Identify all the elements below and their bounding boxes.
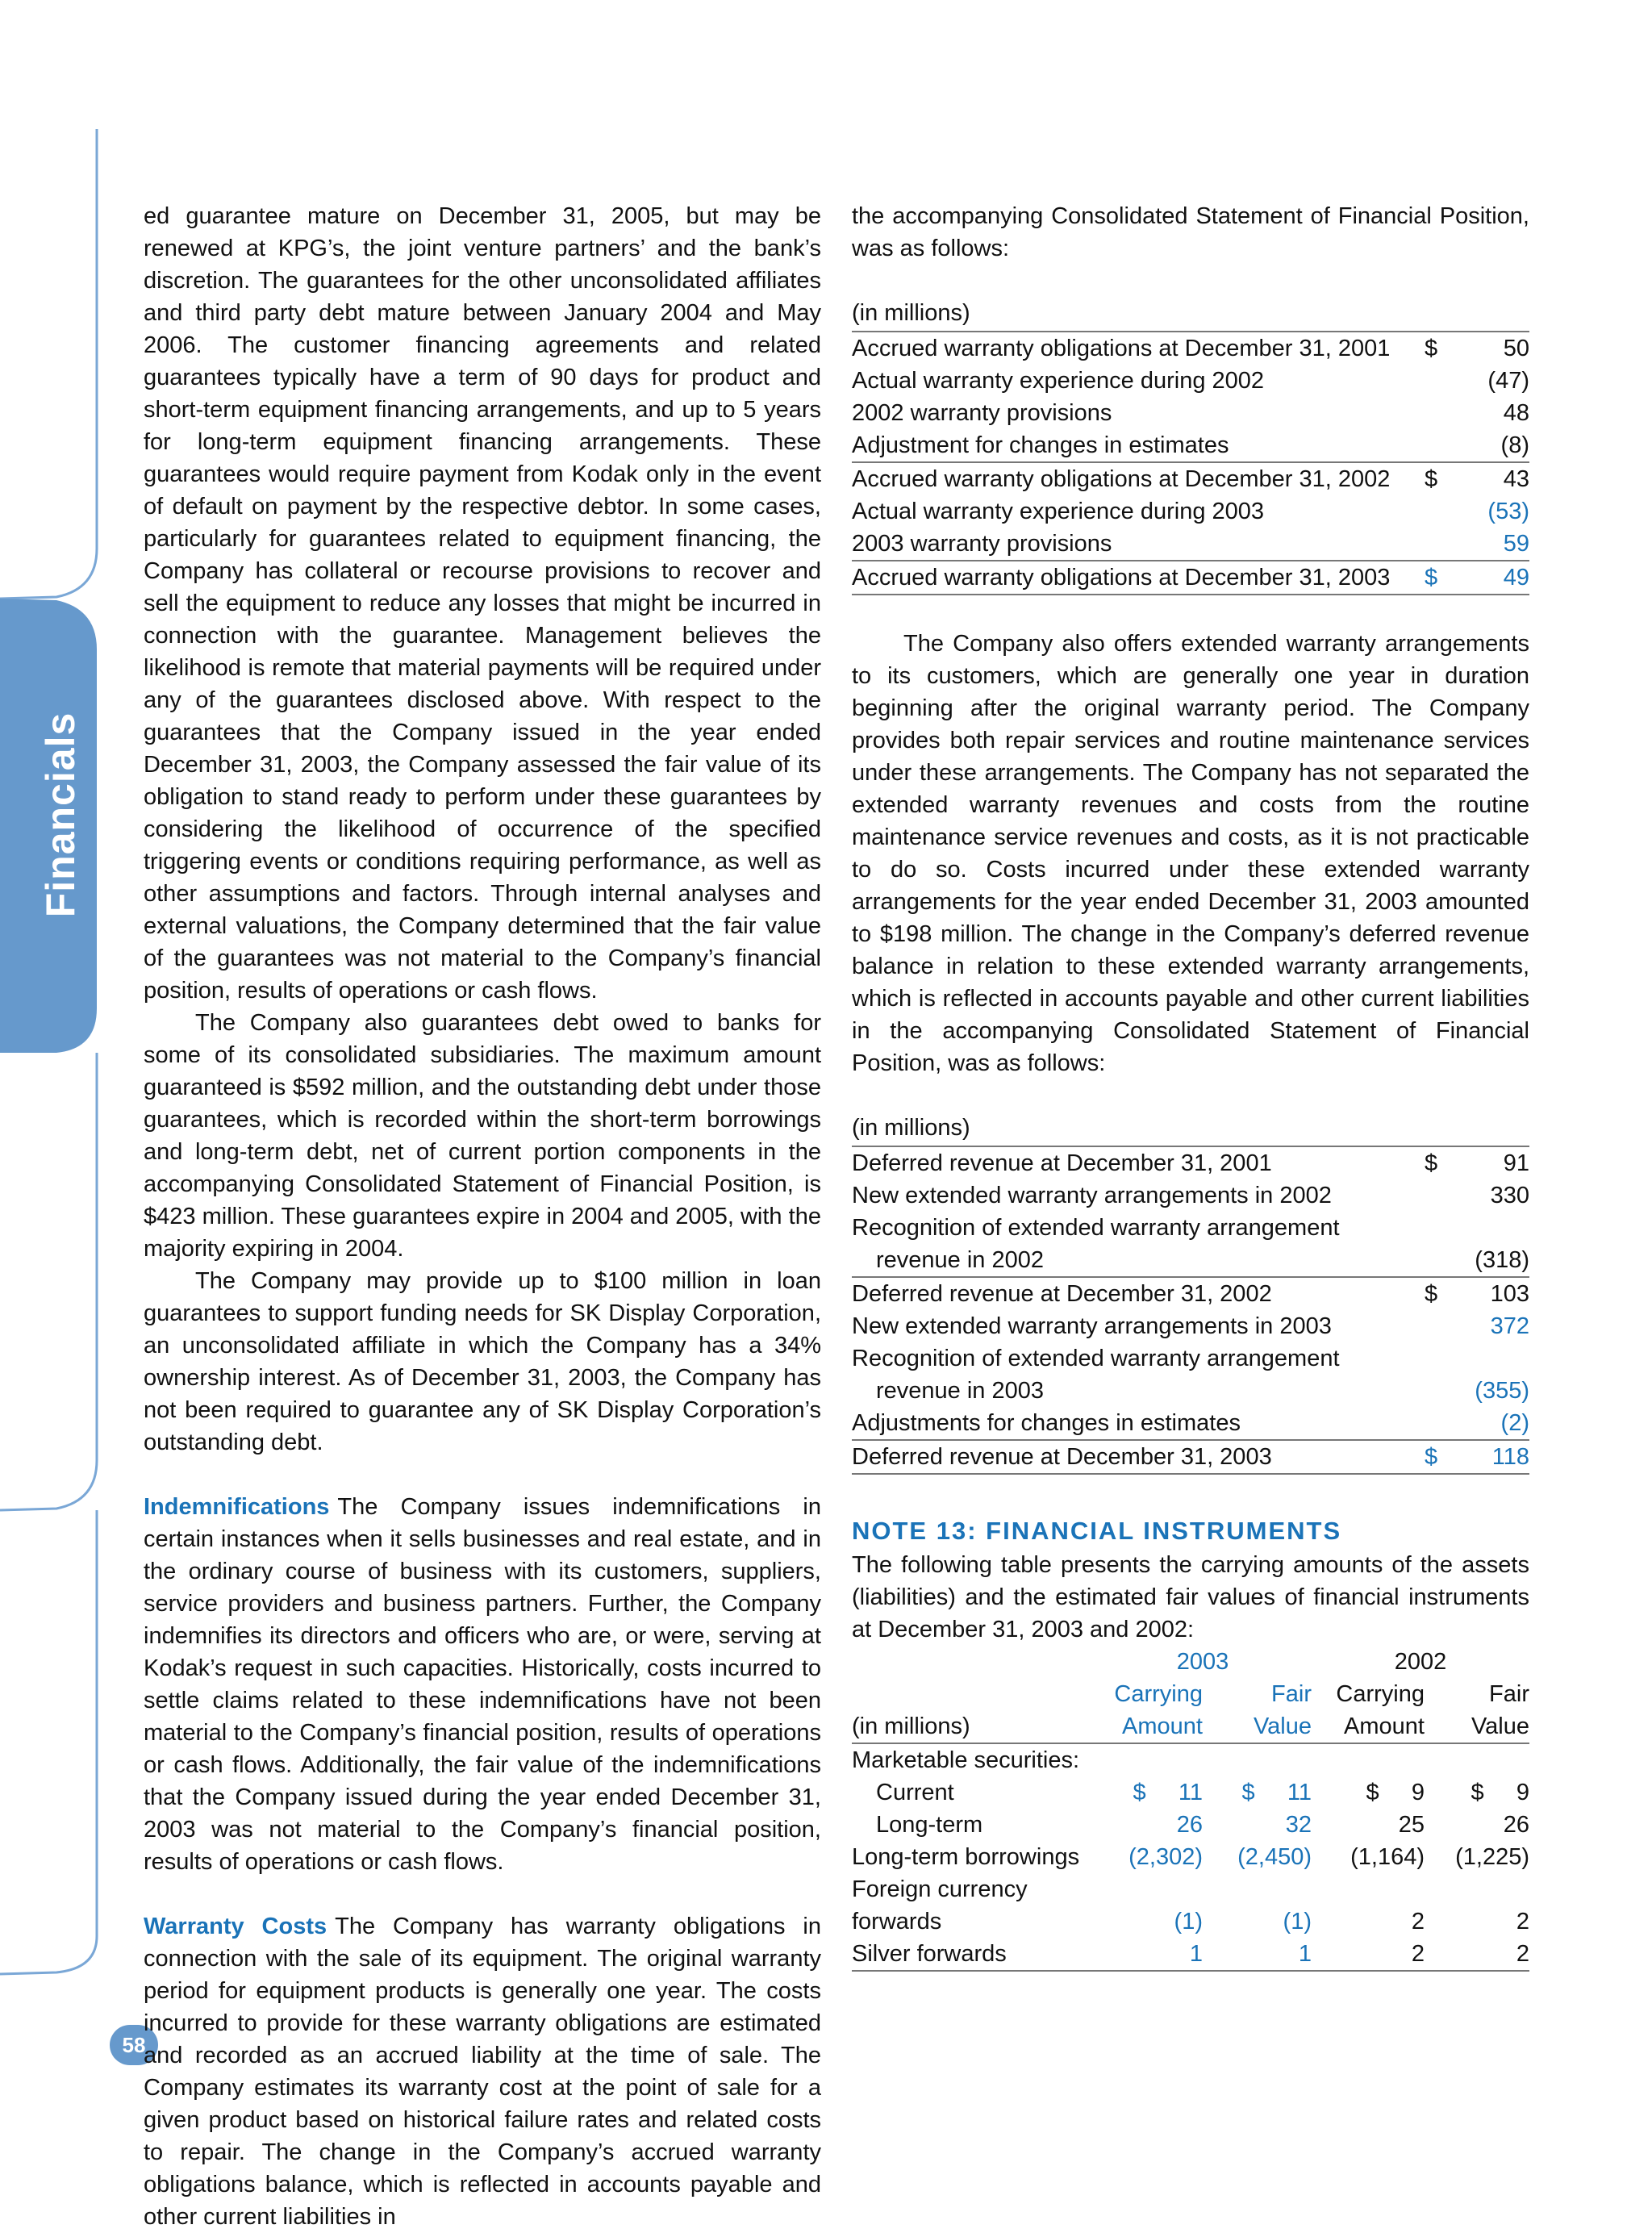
warranty-costs-paragraph	[144, 1910, 821, 2233]
table-row: Deferred revenue at December 31, 2001 $ 91	[852, 1150, 1529, 1176]
column-header: Value	[1203, 1710, 1312, 1743]
table-row: Adjustment for changes in estimates (8)	[852, 432, 1529, 458]
page-number-badge: 58	[110, 2025, 158, 2065]
table-row: Deferred revenue at December 31, 2002 $ 103	[852, 1277, 1529, 1310]
table-caption: (in millions)	[852, 297, 1529, 332]
warranty-costs-heading: Warranty Costs	[144, 1914, 327, 1939]
indemnifications-heading: Indemnifications	[144, 1494, 330, 1520]
table-row: Deferred revenue at December 31, 2003 $ 118	[852, 1440, 1529, 1474]
rail-segment-top	[0, 129, 97, 599]
indemnifications-paragraph	[144, 1491, 821, 1878]
table-row: Accrued warranty obligations at December 31, 2002 $ 43	[852, 462, 1529, 495]
table-row: Marketable securities:	[852, 1747, 1080, 1773]
warranty-intro: the accompanying Consolidated Statement of Financial Position, was as follows:	[852, 203, 1529, 261]
sk-display-paragraph: The Company may provide up to $100 million in loan guarantees to support funding needs for SK Display Corporation, an unconsolidated affiliate in which the Company has a 34% ownership interest. As of December 31, 2003, the Company has not been required to guarantee any of SK Display Corporation’s outstanding debt.	[144, 1268, 821, 1455]
table-row: Long-term 26 32 25 26	[876, 1812, 1529, 1838]
year-2002-header: 2002	[1394, 1649, 1447, 1675]
year-2003-header: 2003	[1176, 1649, 1229, 1675]
subsidiary-guarantee-paragraph: The Company also guarantees debt owed to banks for some of its consolidated subsidiaries. The maximum amount guaranteed is $592 million, and the outstanding debt under those guarantees, which is recorded within the short-term borrowings and long-term debt, net of current portion components in the accompanying Consolidated Statement of Financial Position, is $423 million. These guarantees expire in 2004 and 2005, with the majority expiring in 2004.	[144, 1010, 821, 1262]
table-row: Accrued warranty obligations at December 31, 2003 $ 49	[852, 561, 1529, 595]
table-row: Foreign currency forwards (1) (1) 2 2	[852, 1876, 1529, 1935]
table-row: revenue in 2003 (355)	[876, 1378, 1529, 1404]
table-row: Long-term borrowings (2,302) (2,450) (1,164) (1,225)	[852, 1844, 1529, 1870]
table-row: Current $ 11 $ 11 $ 9 $ 9	[876, 1780, 1529, 1805]
table-row: Actual warranty experience during 2002 (47)	[852, 368, 1529, 394]
table-row: revenue in 2002 (318)	[876, 1247, 1529, 1273]
guarantee-paragraph: ed guarantee mature on December 31, 2005, but may be renewed at KPG’s, the joint venture partners’ and the bank’s discretion. The guarantees for the other unconsolidated affiliates and third party debt mature between January 2004 and May 2006. The customer financing agreements and related guarantees typically have a term of 90 days for product and short-term equipment financing arrangements, and up to 5 years for long-term equipment financing arrangements. These guarantees would require payment from Kodak only in the event of default on payment by the respective debtor. In some cases, particularly for guarantees related to equipment financing, the Company has collateral or recourse provisions to recover and sell the equipment to reduce any losses that might be incurred in connection with the guarantee. Management believes the likelihood is remote that material payments will be required under any of the guarantees disclosed above. With respect to the guarantees that the Company issued in the year ended December 31, 2003, the Company assessed the fair value of its obligation to stand ready to perform under these guarantees by considering the likelihood of occurrence of the specified triggering events or conditions requiring performance, as well as other assumptions and factors. Through internal analyses and external valuations, the Company determined that the fair value of the guarantees was not material to the Company’s financial position, results of operations or cash flows.	[144, 203, 821, 1004]
deferred-revenue-table	[852, 1112, 1529, 1475]
warranty-obligations-table	[852, 297, 1529, 595]
table-caption: (in millions)	[852, 1710, 1094, 1743]
column-header: Amount	[1094, 1710, 1203, 1743]
table-row: Recognition of extended warranty arrangement	[852, 1215, 1340, 1241]
warranty-costs-text: The Company has warranty obligations in connection with the sale of its equipment. The original warranty period for equipment products is generally one year. The costs incurred to provide for these warranty obligations are estimated and recorded as an accrued liability at the time of sale. The Company estimates its warranty cost at the point of sale for a given product based on historical failure rates and related costs to repair. The change in the Company’s accrued warranty obligations balance, which is reflected in accounts payable and other current liabilities in	[144, 1914, 821, 2230]
column-header: Value	[1425, 1710, 1529, 1743]
financial-instruments-table	[852, 1646, 1529, 1972]
table-row: 2002 warranty provisions 48	[852, 400, 1529, 426]
table-row: New extended warranty arrangements in 2003 372	[852, 1313, 1529, 1339]
left-column	[144, 200, 821, 2233]
table-row: Adjustments for changes in estimates (2)	[852, 1410, 1529, 1436]
column-header: Amount	[1312, 1710, 1425, 1743]
table-row: Recognition of extended warranty arrangement	[852, 1346, 1340, 1371]
table-row: Accrued warranty obligations at December 31, 2001 $ 50	[852, 336, 1529, 361]
note-13-intro: The following table presents the carrying amounts of the assets (liabilities) and the estimated fair values of financial instruments at December 31, 2003 and 2002:	[852, 1552, 1529, 1642]
table-row: Actual warranty experience during 2003 (53)	[852, 499, 1529, 524]
table-row: New extended warranty arrangements in 2002 330	[852, 1183, 1529, 1208]
section-rail	[0, 0, 105, 2111]
column-header: Carrying	[1114, 1681, 1203, 1707]
rail-segment-mid	[0, 1053, 97, 1510]
column-header: Fair	[1489, 1681, 1529, 1707]
note-13-heading: NOTE 13: FINANCIAL INSTRUMENTS	[852, 1517, 1342, 1545]
indemnifications-text: The Company issues indemnifications in certain instances when it sells businesses and real estate, and in the ordinary course of business with its customers, suppliers, service providers and business partners. Further, the Company indemnifies its directors and officers who are, or were, serving at Kodak’s request in such capacities. Historically, costs incurred to settle claims related to these indemnifications have not been material to the Company’s financial position, results of operations or cash flows. Additionally, the fair value of the indemnifications that the Company issued during the year ended December 31, 2003 was not material to the Company’s financial position, results of operations or cash flows.	[144, 1494, 821, 1875]
rail-segment-low	[0, 1510, 97, 1974]
column-header: Fair	[1271, 1681, 1312, 1707]
table-row: Silver forwards 1 1 2 2	[852, 1938, 1529, 1971]
table-caption: (in millions)	[852, 1112, 1529, 1146]
section-tab-label: Financials	[38, 712, 83, 918]
table-row: 2003 warranty provisions 59	[852, 531, 1529, 557]
extended-warranty-paragraph: The Company also offers extended warranty arrangements to its customers, which are generally one year in duration beginning after the original warranty period. The Company provides both repair services and routine maintenance services under these arrangements. The Company has not separated the extended warranty revenues and costs from the routine maintenance service revenues and costs, as it is not practicable to do so. Costs incurred under these extended warranty arrangements for the year ended December 31, 2003 amounted to $198 million. The change in the Company’s deferred revenue balance in relation to these extended warranty arrangements, which is reflected in accounts payable and other current liabilities in the accompanying Consolidated Statement of Financial Position, was as follows:	[852, 631, 1529, 1076]
column-header: Carrying	[1336, 1681, 1425, 1707]
right-column	[852, 200, 1529, 1972]
